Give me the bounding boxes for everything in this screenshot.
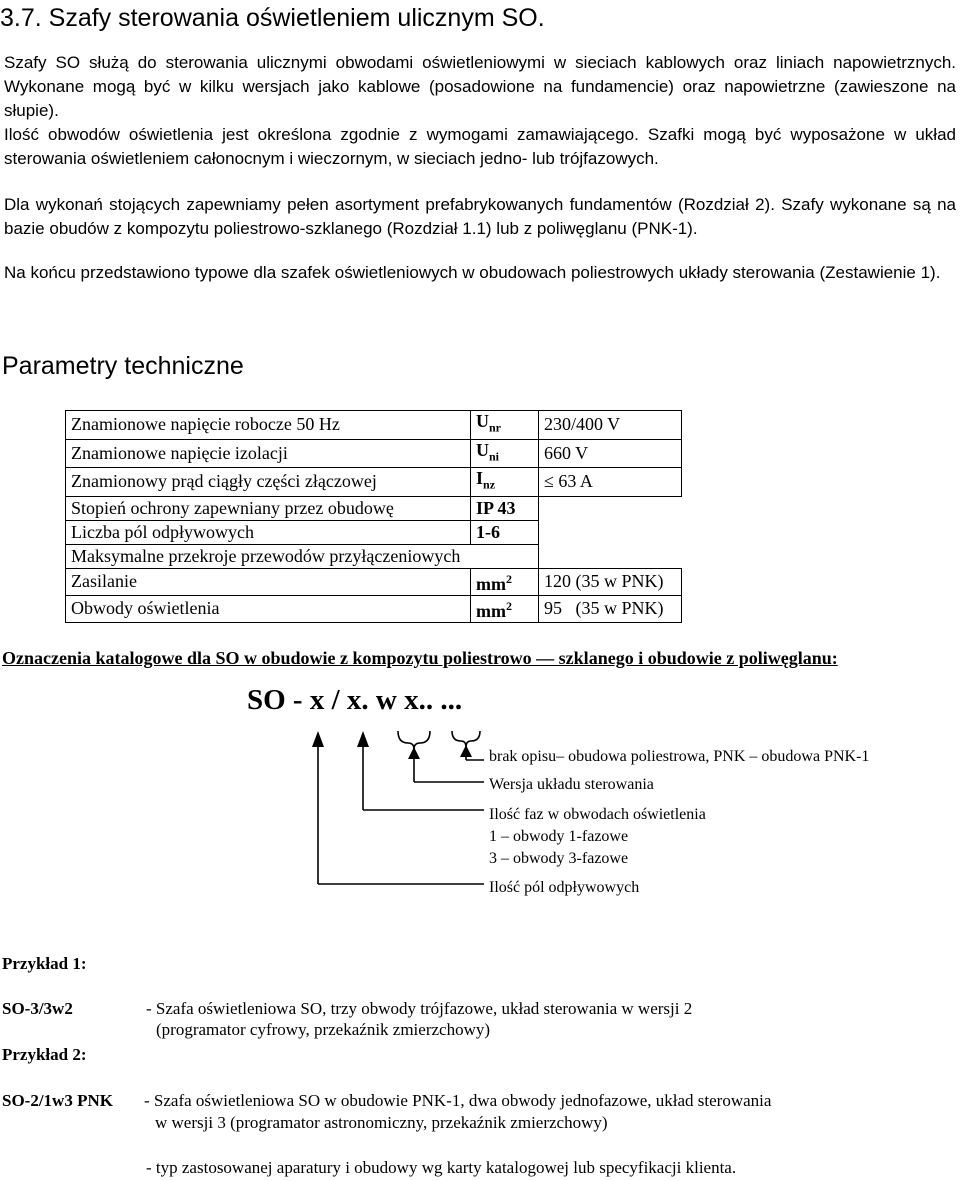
param-symbol: IP 43 bbox=[471, 496, 539, 520]
legend-phase-1: 1 – obwody 1-fazowe bbox=[489, 828, 629, 845]
example-2-code: SO-2/1w3 PNK bbox=[2, 1091, 113, 1110]
param-value: 660 V bbox=[539, 439, 682, 468]
param-symbol: $I_{nz}$ bbox=[471, 468, 539, 497]
example-1-desc-line1: - Szafa oświetleniowa SO, trzy obwody trójfazowe, układ sterowania w wersji 2 bbox=[146, 999, 693, 1018]
section-heading: 3.7. Szafy sterowania oświetleniem ulicznym SO. bbox=[0, 4, 545, 32]
intro-paragraph-2: Ilość obwodów oświetlenia jest określona zgodnie z wymogami zamawiającego. Szafki mogą być wyposażone w układ sterowania oświetleniem całonocnym i wieczornym, w sieciach jedno- lub trójfazowych. bbox=[4, 125, 956, 168]
param-name: Maksymalne przekroje przewodów przyłączeniowych bbox=[66, 544, 539, 568]
param-name: Stopień ochrony zapewniany przez obudowę bbox=[66, 496, 471, 520]
example-note: - typ zastosowanej aparatury i obudowy wg karty katalogowej lub specyfikacji klienta. bbox=[146, 1158, 737, 1177]
arrow-head-icon bbox=[312, 731, 324, 747]
param-name: Znamionowe napięcie robocze 50 Hz bbox=[66, 411, 471, 440]
param-symbol: $U_{nr}$ bbox=[471, 411, 539, 440]
param-name: Liczba pól odpływowych bbox=[66, 520, 471, 544]
param-symbol: $U_{ni}$ bbox=[471, 439, 539, 468]
arrow-head-icon bbox=[357, 731, 369, 747]
arrow-head-icon bbox=[408, 747, 420, 759]
arrow-head-icon bbox=[460, 745, 472, 757]
bracket-housing bbox=[452, 731, 480, 747]
legend-fields: Ilość pól odpływowych bbox=[489, 879, 640, 896]
param-value: ≤ 63 A bbox=[539, 468, 682, 497]
code-pattern: SO - x / x. w x.. ... bbox=[247, 684, 463, 716]
example-1-desc-line2: (programator cyfrowy, przekaźnik zmierzchowy) bbox=[156, 1020, 491, 1039]
param-value: 230/400 V bbox=[539, 411, 682, 440]
param-symbol: $mm^2$ bbox=[471, 595, 539, 622]
legend-phase-3: 3 – obwody 3-fazowe bbox=[489, 850, 629, 867]
catalog-title: Oznaczenia katalogowe dla SO w obudowie z kompozytu poliestrowo — szklanego i obudowie z poliwęglanu: bbox=[2, 648, 838, 668]
param-name: Zasilanie bbox=[66, 568, 471, 595]
intro-paragraph-2-rest: Szafki mogą być wyposażone w układ sterowania oświetleniem całonocnym i wieczornym, w sieciach jedno- lub trójfazowych. bbox=[4, 125, 956, 168]
example-1-label: Przykład 1: bbox=[2, 954, 87, 973]
bracket-control bbox=[398, 731, 430, 749]
legend-housing: brak opisu– obudowa poliestrowa, PNK – obudowa PNK-1 bbox=[489, 748, 870, 765]
param-symbol: 1-6 bbox=[471, 520, 539, 544]
param-name: Znamionowy prąd ciągły części złączowej bbox=[66, 468, 471, 497]
legend-control: Wersja układu sterowania bbox=[489, 776, 654, 793]
param-value: 120 (35 w PNK) bbox=[539, 568, 682, 595]
params-title: Parametry techniczne bbox=[2, 352, 244, 380]
param-value: 95 (35 w PNK) bbox=[539, 595, 682, 622]
intro-paragraph-1: Szafy SO służą do sterowania ulicznymi obwodami oświetleniowymi w sieciach kablowych oraz liniach napowietrznych. Wykonane mogą być w kilku wersjach jako kablowe (posadowione na fundamencie) oraz napowietrzne (zawieszone na słupie). bbox=[4, 53, 956, 120]
example-2-desc-line2: w wersji 3 (programator astronomiczny, przekaźnik zmierzchowy) bbox=[155, 1113, 608, 1132]
example-1-code: SO-3/3w2 bbox=[2, 999, 73, 1018]
legend-phases-title: Ilość faz w obwodach oświetlenia bbox=[489, 806, 706, 823]
param-name: Obwody oświetlenia bbox=[66, 595, 471, 622]
example-2-desc-line1: - Szafa oświetleniowa SO w obudowie PNK-1, dwa obwody jednofazowe, układ sterowania bbox=[144, 1091, 772, 1110]
param-symbol: $mm^2$ bbox=[471, 568, 539, 595]
intro-paragraph-3: Dla wykonań stojących zapewniamy pełen asortyment prefabrykowanych fundamentów (Rozdział 2). Szafy wykonane są na bazie obudów z kompozytu poliestrowo-szklanego (Rozdział 1.1) lub z poliwęglanu (PNK-1). bbox=[4, 195, 956, 238]
example-2-label: Przykład 2: bbox=[2, 1045, 87, 1064]
intro-paragraph-4: Na końcu przedstawiono typowe dla szafek oświetleniowych w obudowach poliestrowych układy sterowania (Zestawienie 1). bbox=[4, 263, 941, 282]
param-name: Znamionowe napięcie izolacji bbox=[66, 439, 471, 468]
